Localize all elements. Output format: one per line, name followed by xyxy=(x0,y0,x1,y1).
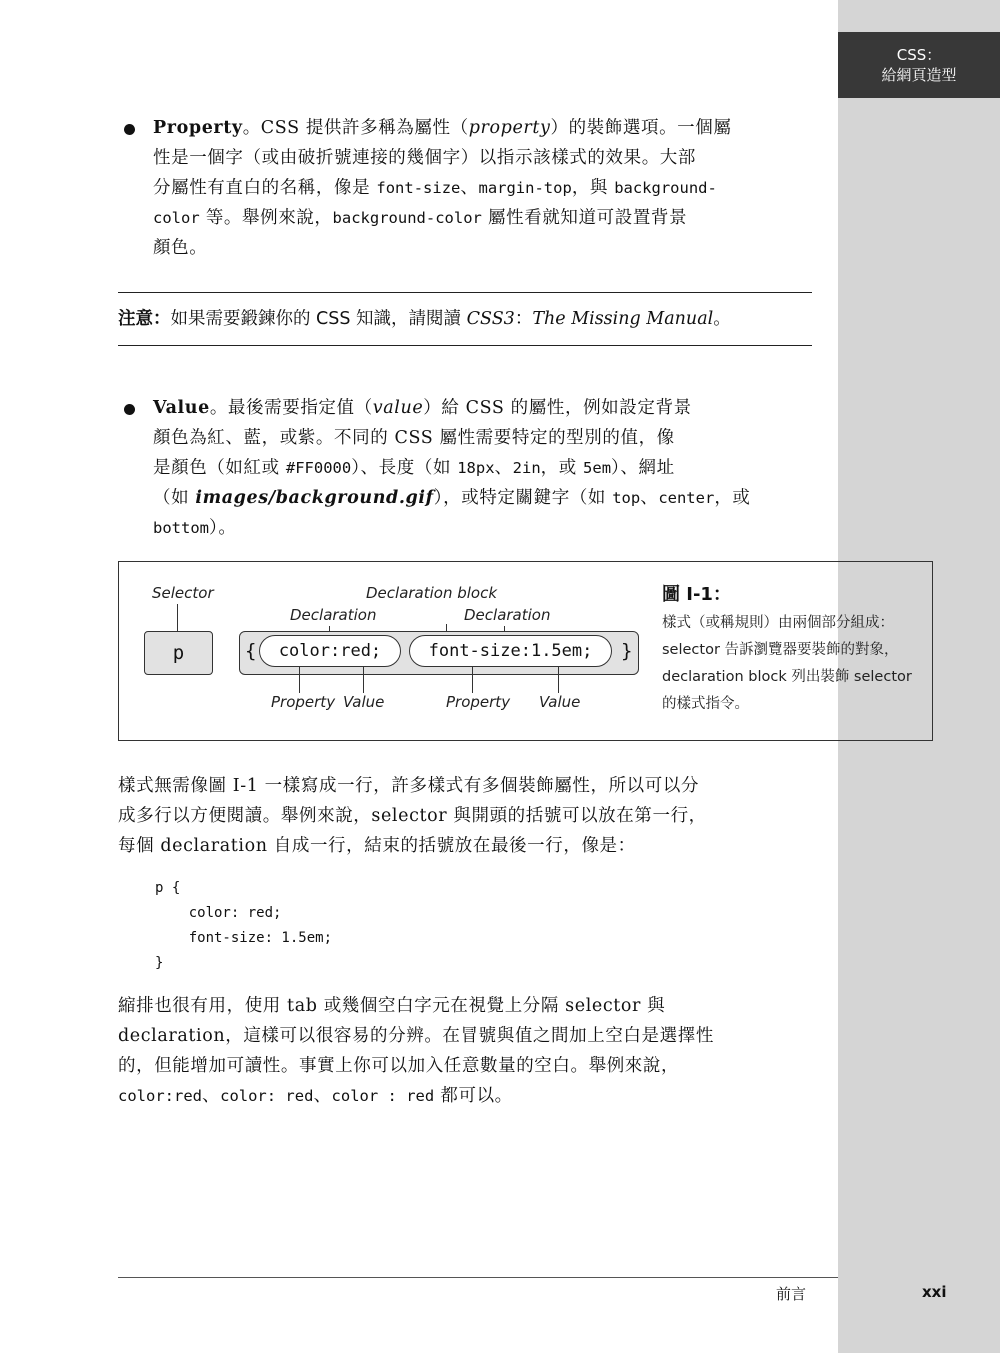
para2-line-2: declaration，這樣可以很容易的分辨。在冒號與值之間加上空白是選擇性 xyxy=(118,1026,714,1046)
code-inline: margin-top xyxy=(478,179,572,197)
code-line-1: p { xyxy=(155,880,181,896)
text: （如 xyxy=(153,488,196,508)
property-line-2: 性是一個字（或由破折號連接的幾個字）以指示該樣式的效果。大部 xyxy=(153,148,696,168)
italic-term: value xyxy=(372,398,424,418)
code-inline: color : red xyxy=(331,1087,435,1105)
text: ）、長度（如 xyxy=(351,458,458,478)
text: ），或特定關鍵字（如 xyxy=(433,488,613,508)
text: ，或 xyxy=(714,488,751,508)
property-line-5: 顏色。 xyxy=(153,238,208,258)
code-inline: color:red xyxy=(118,1087,202,1105)
figure-caption-title: 圖 I-1： xyxy=(662,584,731,605)
value-line-1 xyxy=(153,393,813,423)
leader-line xyxy=(558,667,559,693)
code-line-3: font-size: 1.5em; xyxy=(155,930,333,946)
leader-line xyxy=(363,667,364,693)
text: 。最後需要指定值（ xyxy=(209,398,373,418)
paragraph-indentation xyxy=(118,991,818,1111)
text: 、 xyxy=(313,1086,332,1106)
figure-caption-text: 樣式（或稱規則）由兩個部分組成：selector 告訴瀏覽器要裝飾的對象，declaration block 列出裝飾 selector 的樣式指令。 xyxy=(662,615,912,712)
declaration-label-1: Declaration xyxy=(290,606,377,624)
code-inline: 2in xyxy=(512,459,541,477)
italic-term: property xyxy=(468,118,551,138)
leader-line xyxy=(472,667,473,693)
code-inline: #FF0000 xyxy=(285,459,352,477)
code-inline: center xyxy=(658,489,715,507)
para2-line-4 xyxy=(118,1081,818,1111)
declaration-label-2: Declaration xyxy=(464,606,551,624)
para2-line-3: 的，但能增加可讀性。事實上你可以加入任意數量的空白。舉例來說， xyxy=(118,1056,680,1076)
text: 。CSS 提供許多稱為屬性（ xyxy=(242,118,469,138)
leader-line xyxy=(446,624,447,631)
text: ）的裝飾選項。一個屬 xyxy=(550,118,732,138)
brace-open: { xyxy=(245,640,257,662)
code-inline: font-size xyxy=(376,179,461,197)
property-label-1: Property xyxy=(271,693,336,711)
value-line-5 xyxy=(153,513,813,543)
code-inline: 5em xyxy=(583,459,612,477)
text: 、 xyxy=(494,458,513,478)
note-sep: ： xyxy=(514,309,533,329)
text: 等。舉例來說， xyxy=(199,208,333,228)
bullet-dot xyxy=(124,404,135,415)
code-inline: bottom xyxy=(153,519,209,537)
note-text: 如果需要鍛鍊你的 CSS 知識，請閱讀 xyxy=(170,309,467,329)
note-top-rule xyxy=(118,292,812,293)
property-term: Property xyxy=(153,118,243,138)
value-label-2: Value xyxy=(539,693,581,711)
property-line-3 xyxy=(153,173,813,203)
text: ，或 xyxy=(540,458,584,478)
paragraph-multiline xyxy=(118,771,818,861)
code-inline: background-color xyxy=(332,209,482,227)
chapter-tab-line1: CSS： xyxy=(896,46,942,64)
text: 分屬性有直白的名稱，像是 xyxy=(153,178,377,198)
property-label-2: Property xyxy=(446,693,511,711)
book-title-a: CSS3 xyxy=(466,309,515,329)
value-line-4 xyxy=(153,483,813,513)
page-number: xxi xyxy=(922,1283,947,1301)
chapter-tab-line2: 給網頁造型 xyxy=(881,66,957,84)
value-item xyxy=(153,393,813,543)
note-end: 。 xyxy=(713,309,731,329)
text: 、 xyxy=(202,1086,221,1106)
property-line-1 xyxy=(153,113,813,143)
chapter-tab xyxy=(838,32,1000,98)
text: ）。 xyxy=(209,518,237,538)
property-item xyxy=(153,113,813,263)
code-inline: color: red xyxy=(220,1087,314,1105)
text: ）給 CSS 的屬性，例如設定背景 xyxy=(423,398,692,418)
note-lead: 注意： xyxy=(118,309,171,329)
para1-line-3: 每個 declaration 自成一行，結束的括號放在最後一行，像是： xyxy=(118,836,636,856)
text: ，與 xyxy=(571,178,615,198)
value-line-2: 顏色為紅、藍，或紫。不同的 CSS 屬性需要特定的型別的值，像 xyxy=(153,428,675,448)
footer-rule xyxy=(118,1277,838,1278)
leader-line xyxy=(177,604,178,631)
code-line-2: color: red; xyxy=(155,905,282,921)
para2-line-1: 縮排也很有用，使用 tab 或幾個空白字元在視覺上分隔 selector 與 xyxy=(118,996,666,1016)
text: ）、網址 xyxy=(611,458,675,478)
code-inline: 18px xyxy=(457,459,495,477)
para1-line-1: 樣式無需像圖 I-1 一樣寫成一行，許多樣式有多個裝飾屬性，所以可以分 xyxy=(118,776,700,796)
note-box xyxy=(118,304,731,334)
code-inline: background- xyxy=(614,179,717,197)
code-line-4: } xyxy=(155,955,164,971)
para1-line-2: 成多行以方便閱讀。舉例來說，selector 與開頭的括號可以放在第一行， xyxy=(118,806,707,826)
declaration-block-label: Declaration block xyxy=(366,584,498,602)
value-label-1: Value xyxy=(343,693,385,711)
property-line-4 xyxy=(153,203,813,233)
code-inline: color xyxy=(153,209,200,227)
selector-box: p xyxy=(144,631,213,675)
book-title-b: The Missing Manual xyxy=(532,309,714,329)
text: 、 xyxy=(460,178,479,198)
leader-line xyxy=(299,667,300,693)
figure-css-rule-diagram xyxy=(118,561,933,741)
declaration-font-size: font-size:1.5em; xyxy=(409,635,612,667)
text: 、 xyxy=(640,488,659,508)
footer-section-label: 前言 xyxy=(776,1285,807,1303)
value-term: Value xyxy=(153,398,210,418)
italic-path: images/background.gif xyxy=(195,488,434,508)
code-sample xyxy=(155,876,332,976)
text: 屬性看就知道可設置背景 xyxy=(481,208,688,228)
note-bottom-rule xyxy=(118,345,812,346)
value-line-3 xyxy=(153,453,813,483)
selector-label: Selector xyxy=(152,584,214,602)
text: 是顏色（如紅或 xyxy=(153,458,286,478)
code-inline: top xyxy=(612,489,641,507)
brace-close: } xyxy=(621,640,633,662)
declaration-color: color:red; xyxy=(259,635,401,667)
bullet-dot xyxy=(124,124,135,135)
text: 都可以。 xyxy=(434,1086,513,1106)
